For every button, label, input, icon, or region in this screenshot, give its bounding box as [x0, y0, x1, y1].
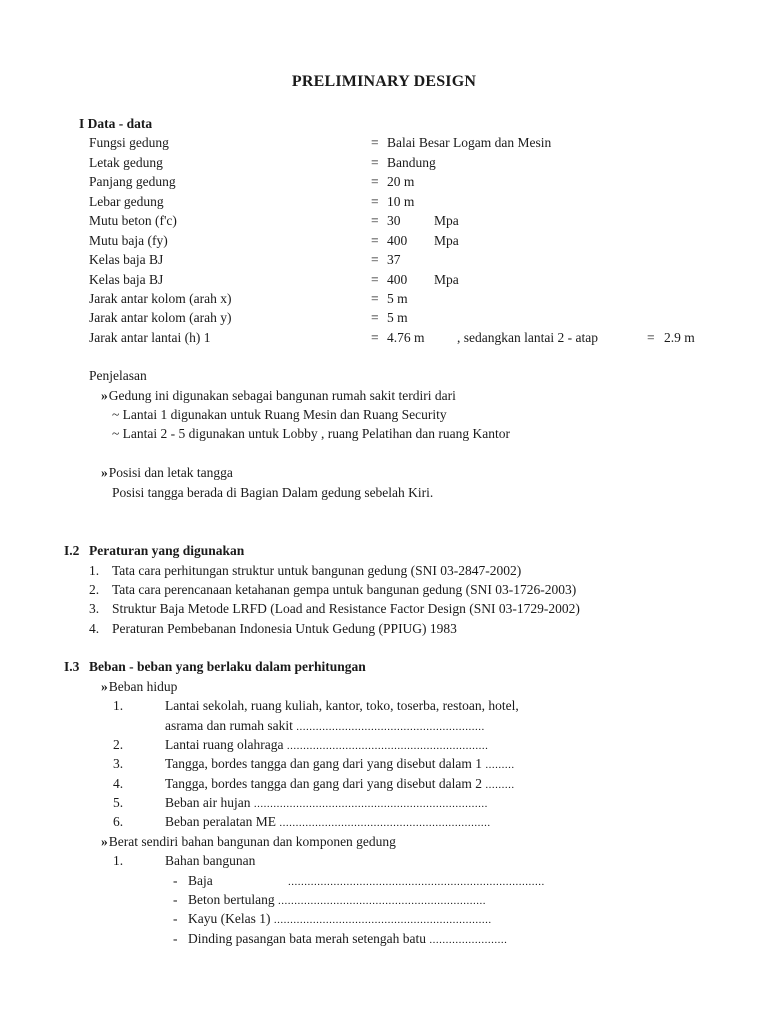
bullet-marker: » — [101, 834, 108, 849]
item-text: Beton bertulang — [188, 892, 275, 907]
section-number: I.3 — [64, 659, 80, 674]
item-text: Baja — [188, 873, 213, 888]
section-title: Beban - beban yang berlaku dalam perhitungan — [89, 659, 366, 674]
section-1-heading: I Data - data — [79, 116, 153, 131]
data-row — [89, 270, 729, 290]
item-text: Peraturan Pembebanan Indonesia Untuk Gedung (PPIUG) 1983 — [112, 621, 457, 636]
data-row — [89, 172, 729, 192]
dash-marker: - — [173, 892, 178, 907]
bullet-text: Berat sendiri bahan bangunan dan komponen gedung — [108, 834, 396, 849]
list-item — [101, 832, 396, 852]
data-row — [89, 231, 729, 251]
data-row — [89, 308, 729, 328]
item-text: Lantai sekolah, ruang kuliah, kantor, toko, toserba, restoan, hotel, — [165, 698, 519, 713]
list-item — [89, 599, 580, 619]
bullet-text: Gedung ini digunakan sebagai bangunan rumah sakit terdiri dari — [108, 388, 456, 403]
equals-sign: = — [371, 194, 379, 209]
data-row — [89, 211, 729, 231]
item-number: 1. — [113, 853, 124, 868]
data-label: Panjang gedung — [89, 174, 176, 189]
item-number: 3. — [113, 756, 124, 771]
item-number: 5. — [113, 795, 124, 810]
leader-dots: ........................ — [429, 934, 508, 946]
data-label: Letak gedung — [89, 155, 163, 170]
equals-sign: = — [371, 155, 379, 170]
data-label: Kelas baja BJ — [89, 252, 164, 267]
penjelasan-heading: Penjelasan — [89, 368, 147, 383]
data-label: Jarak antar kolom (arah x) — [89, 291, 232, 306]
data-row-floor-height — [89, 328, 729, 348]
item-text: Lantai ruang olahraga — [165, 737, 284, 752]
item-text: Dinding pasangan bata merah setengah batu — [188, 931, 427, 946]
dash-item — [173, 929, 507, 951]
data-row — [89, 133, 729, 153]
list-item — [89, 619, 457, 639]
equals-sign: = — [647, 330, 655, 345]
list-item — [101, 677, 177, 697]
data-row — [89, 289, 729, 309]
section-title: Peraturan yang digunakan — [89, 543, 245, 558]
item-text: Tata cara perencanaan ketahanan gempa untuk bangunan gedung (SNI 03-1726-2003) — [112, 582, 577, 597]
leader-dots: ................................................................... — [273, 914, 492, 926]
equals-sign: = — [371, 135, 379, 150]
data-value: 400 — [387, 272, 408, 287]
item-text: Tangga, bordes tangga dan gang dari yang disebut dalam 2 — [165, 776, 482, 791]
equals-sign: = — [371, 233, 379, 248]
data-value: 37 — [387, 252, 401, 267]
data-label: Jarak antar lantai (h) 1 — [89, 330, 211, 345]
equals-sign: = — [371, 330, 379, 345]
leader-dots: ......... — [485, 759, 515, 771]
data-row — [89, 250, 729, 270]
bullet-marker: » — [101, 465, 108, 480]
data-unit: Mpa — [434, 272, 459, 287]
item-text: Kayu (Kelas 1) — [188, 911, 271, 926]
sub-item: ~ Lantai 1 digunakan untuk Ruang Mesin dan Ruang Security — [112, 407, 447, 422]
equals-sign: = — [371, 213, 379, 228]
data-extra-text: , sedangkan lantai 2 - atap — [457, 330, 598, 345]
equals-sign: = — [371, 272, 379, 287]
list-item — [101, 386, 456, 406]
item-text: Struktur Baja Metode LRFD (Load and Resistance Factor Design (SNI 03-1729-2002) — [112, 601, 580, 616]
equals-sign: = — [371, 310, 379, 325]
equals-sign: = — [371, 252, 379, 267]
item-text: Beban air hujan — [165, 795, 251, 810]
data-label: Mutu beton (f'c) — [89, 213, 177, 228]
item-text: Tangga, bordes tangga dan gang dari yang disebut dalam 1 — [165, 756, 482, 771]
numbered-item — [113, 812, 491, 834]
data-value: 10 m — [387, 194, 415, 209]
data-value: 2.9 m — [664, 330, 695, 345]
data-value: 20 m — [387, 174, 415, 189]
data-row — [89, 192, 729, 212]
data-value: 4.76 m — [387, 330, 425, 345]
data-value: Balai Besar Logam dan Mesin — [387, 135, 552, 150]
data-value: 5 m — [387, 291, 408, 306]
item-text: Tata cara perhitungan struktur untuk bangunan gedung (SNI 03-2847-2002) — [112, 563, 522, 578]
data-value: Bandung — [387, 155, 436, 170]
page-title: PRELIMINARY DESIGN — [291, 73, 477, 90]
section-2-heading — [64, 541, 244, 561]
data-unit: Mpa — [434, 233, 459, 248]
dash-marker: - — [173, 911, 178, 926]
list-item — [89, 580, 576, 600]
item-number: 3. — [89, 601, 100, 616]
numbered-item — [113, 696, 519, 716]
item-text: Bahan bangunan — [165, 853, 256, 868]
bullet-text: Beban hidup — [108, 679, 178, 694]
item-number: 4. — [89, 621, 100, 636]
leader-dots: .......................................................... — [296, 721, 485, 733]
item-number: 1. — [113, 698, 124, 713]
data-label: Lebar gedung — [89, 194, 164, 209]
item-number: 1. — [89, 563, 100, 578]
numbered-item — [113, 851, 255, 871]
equals-sign: = — [371, 291, 379, 306]
data-value: 400 — [387, 233, 408, 248]
data-label: Fungsi gedung — [89, 135, 169, 150]
leader-dots: ........................................................................ — [253, 798, 488, 810]
data-value: 5 m — [387, 310, 408, 325]
data-label: Kelas baja BJ — [89, 272, 164, 287]
dash-item — [173, 909, 492, 931]
bullet-marker: » — [101, 679, 108, 694]
dash-marker: - — [173, 873, 178, 888]
list-item — [89, 561, 521, 581]
data-value: 30 — [387, 213, 401, 228]
item-text: Beban peralatan ME — [165, 814, 276, 829]
data-unit: Mpa — [434, 213, 459, 228]
bullet-marker: » — [101, 388, 108, 403]
bullet-text: Posisi dan letak tangga — [108, 465, 233, 480]
leader-dots: ................................................................. — [279, 817, 491, 829]
leader-dots: ................................................................ — [277, 895, 486, 907]
leader-dots: .............................................................. — [286, 740, 489, 752]
paragraph: Posisi tangga berada di Bagian Dalam gedung sebelah Kiri. — [112, 485, 434, 500]
list-item — [101, 463, 233, 483]
sub-item: ~ Lantai 2 - 5 digunakan untuk Lobby , ruang Pelatihan dan ruang Kantor — [112, 426, 510, 441]
data-label: Jarak antar kolom (arah y) — [89, 310, 232, 325]
item-text: asrama dan rumah sakit — [165, 718, 293, 733]
leader-dots: ......... — [485, 779, 515, 791]
section-3-heading — [64, 657, 366, 677]
equals-sign: = — [371, 174, 379, 189]
leader-dots: ............................................................................... — [288, 876, 545, 888]
item-number: 6. — [113, 814, 124, 829]
data-label: Mutu baja (fy) — [89, 233, 168, 248]
item-number: 2. — [113, 737, 124, 752]
item-number: 2. — [89, 582, 100, 597]
dash-marker: - — [173, 931, 178, 946]
numbered-item — [113, 754, 515, 776]
data-row — [89, 153, 729, 173]
item-number: 4. — [113, 776, 124, 791]
section-number: I.2 — [64, 543, 80, 558]
